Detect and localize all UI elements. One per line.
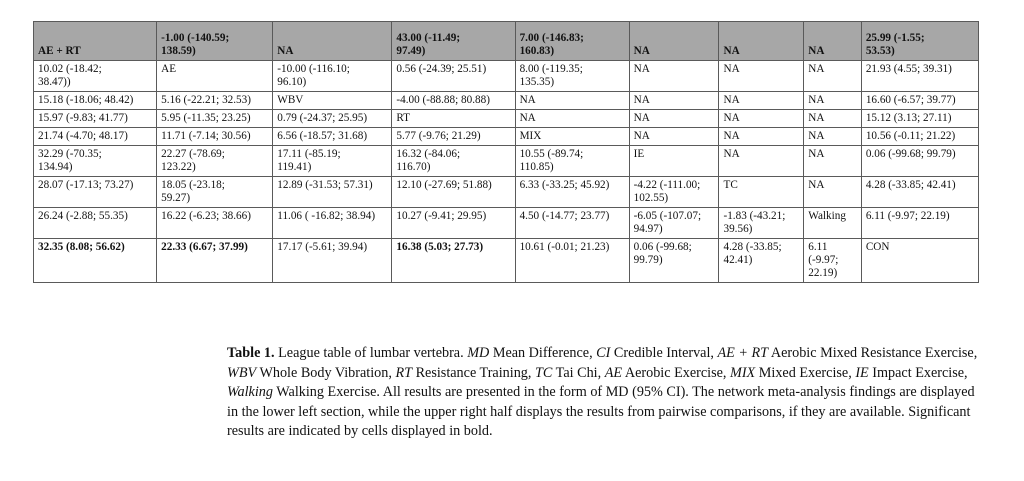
abbreviation-definition: Aerobic Exercise, bbox=[624, 364, 727, 381]
table-cell: NA bbox=[719, 146, 804, 177]
table-cell: 32.35 (8.08; 56.62) bbox=[34, 239, 157, 283]
table-cell: NA bbox=[719, 110, 804, 128]
table-header-row bbox=[34, 22, 979, 61]
table-cell: NA bbox=[719, 92, 804, 110]
table-cell: 12.89 (-31.53; 57.31) bbox=[273, 177, 392, 208]
abbreviation: IE bbox=[855, 364, 869, 381]
table-cell: -6.05 (-107.07; 94.97) bbox=[629, 208, 719, 239]
table-cell: AE bbox=[157, 61, 273, 92]
abbreviation: Walking bbox=[227, 384, 273, 400]
table-row bbox=[34, 61, 979, 92]
table-cell: 4.28 (-33.85; 42.41) bbox=[719, 239, 804, 283]
table-cell: 16.22 (-6.23; 38.66) bbox=[157, 208, 273, 239]
abbreviation-definition: Mixed Exercise, bbox=[758, 364, 852, 381]
table-cell: -1.83 (-43.21; 39.56) bbox=[719, 208, 804, 239]
table-cell: 6.11 (-9.97; 22.19) bbox=[861, 208, 978, 239]
table-cell: 10.02 (-18.42; 38.47)) bbox=[34, 61, 157, 92]
table-cell: NA bbox=[629, 92, 719, 110]
table-cell: NA bbox=[273, 22, 392, 61]
table-cell: 15.12 (3.13; 27.11) bbox=[861, 110, 978, 128]
table-cell: 6.11 (-9.97; 22.19) bbox=[804, 239, 862, 283]
abbreviation: AE + RT bbox=[717, 345, 769, 361]
abbreviation-definition: Resistance Training, bbox=[415, 364, 532, 381]
table-cell: NA bbox=[804, 92, 862, 110]
table-caption bbox=[227, 344, 987, 442]
table-cell: 16.38 (5.03; 27.73) bbox=[392, 239, 515, 283]
table-cell: -4.22 (-111.00; 102.55) bbox=[629, 177, 719, 208]
table-cell: CON bbox=[861, 239, 978, 283]
table-cell: 16.32 (-84.06; 116.70) bbox=[392, 146, 515, 177]
table-cell: 25.99 (-1.55; 53.53) bbox=[861, 22, 978, 61]
table-cell: NA bbox=[719, 61, 804, 92]
table-cell: -1.00 (-140.59; 138.59) bbox=[157, 22, 273, 61]
table-cell: NA bbox=[719, 22, 804, 61]
table-cell: 4.50 (-14.77; 23.77) bbox=[515, 208, 629, 239]
table-cell: AE + RT bbox=[34, 22, 157, 61]
league-table bbox=[33, 21, 979, 283]
abbreviation: WBV bbox=[227, 364, 257, 381]
table-cell: WBV bbox=[273, 92, 392, 110]
abbreviation-definition: Whole Body Vibration, bbox=[259, 364, 392, 381]
table-cell: 10.61 (-0.01; 21.23) bbox=[515, 239, 629, 283]
abbreviation: CI bbox=[596, 345, 611, 361]
abbreviation: RT bbox=[395, 364, 413, 381]
table-cell: 17.17 (-5.61; 39.94) bbox=[273, 239, 392, 283]
table-cell: 15.97 (-9.83; 41.77) bbox=[34, 110, 157, 128]
table-cell: 11.71 (-7.14; 30.56) bbox=[157, 128, 273, 146]
abbreviation-definition: Aerobic Mixed Resistance Exercise, bbox=[770, 345, 978, 361]
table-cell: 5.16 (-22.21; 32.53) bbox=[157, 92, 273, 110]
table-cell: NA bbox=[804, 146, 862, 177]
table-cell: 5.95 (-11.35; 23.25) bbox=[157, 110, 273, 128]
table-cell: RT bbox=[392, 110, 515, 128]
table-cell: 21.74 (-4.70; 48.17) bbox=[34, 128, 157, 146]
table-cell: 0.56 (-24.39; 25.51) bbox=[392, 61, 515, 92]
table-cell: 15.18 (-18.06; 48.42) bbox=[34, 92, 157, 110]
table-cell: 5.77 (-9.76; 21.29) bbox=[392, 128, 515, 146]
abbreviation: MIX bbox=[730, 364, 756, 381]
table-cell: 22.27 (-78.69; 123.22) bbox=[157, 146, 273, 177]
table-cell: NA bbox=[804, 61, 862, 92]
abbreviation-definition: Credible Interval, bbox=[613, 345, 714, 361]
caption-label: Table 1. bbox=[227, 345, 275, 361]
table-cell: 18.05 (-23.18; 59.27) bbox=[157, 177, 273, 208]
abbreviation-definition: Impact Exercise, bbox=[872, 364, 968, 381]
table-cell: NA bbox=[629, 128, 719, 146]
abbreviation: AE bbox=[604, 364, 623, 381]
table-cell: NA bbox=[804, 110, 862, 128]
table-cell: 0.06 (-99.68; 99.79) bbox=[861, 146, 978, 177]
table-row bbox=[34, 177, 979, 208]
table-row bbox=[34, 110, 979, 128]
table-cell: 7.00 (-146.83; 160.83) bbox=[515, 22, 629, 61]
table-cell: 6.56 (-18.57; 31.68) bbox=[273, 128, 392, 146]
caption-body: All results are presented in the form of MD (95% CI). The network meta-analysis findings are displayed in the lower left section, while the upper right half displays the results from pairwise comparisons, if they are available. Significant results are indicated by cells displayed in bold. bbox=[227, 384, 975, 439]
table-cell: 28.07 (-17.13; 73.27) bbox=[34, 177, 157, 208]
table-cell: NA bbox=[629, 110, 719, 128]
table-cell: 16.60 (-6.57; 39.77) bbox=[861, 92, 978, 110]
table-cell: 0.79 (-24.37; 25.95) bbox=[273, 110, 392, 128]
abbreviation-definition: Tai Chi, bbox=[555, 364, 602, 381]
table-cell: NA bbox=[804, 128, 862, 146]
table-cell: 11.06 ( -16.82; 38.94) bbox=[273, 208, 392, 239]
abbreviation-definition: Walking Exercise. bbox=[276, 384, 380, 400]
table-cell: -10.00 (-116.10; 96.10) bbox=[273, 61, 392, 92]
table-row bbox=[34, 239, 979, 283]
table-cell: 4.28 (-33.85; 42.41) bbox=[861, 177, 978, 208]
table-cell: 8.00 (-119.35; 135.35) bbox=[515, 61, 629, 92]
table-cell: NA bbox=[804, 177, 862, 208]
caption-title: League table of lumbar vertebra. bbox=[278, 345, 464, 361]
table-cell: IE bbox=[629, 146, 719, 177]
table-cell: 12.10 (-27.69; 51.88) bbox=[392, 177, 515, 208]
table-cell: Walking bbox=[804, 208, 862, 239]
table-cell: 26.24 (-2.88; 55.35) bbox=[34, 208, 157, 239]
table-cell: NA bbox=[629, 22, 719, 61]
table-cell: 6.33 (-33.25; 45.92) bbox=[515, 177, 629, 208]
table-row bbox=[34, 146, 979, 177]
table-cell: 32.29 (-70.35; 134.94) bbox=[34, 146, 157, 177]
table-cell: 21.93 (4.55; 39.31) bbox=[861, 61, 978, 92]
abbreviation-definition: Mean Difference, bbox=[492, 345, 593, 361]
table-row bbox=[34, 92, 979, 110]
table-cell: NA bbox=[629, 61, 719, 92]
table-cell: -4.00 (-88.88; 80.88) bbox=[392, 92, 515, 110]
table-cell: 0.06 (-99.68; 99.79) bbox=[629, 239, 719, 283]
table-cell: 10.56 (-0.11; 21.22) bbox=[861, 128, 978, 146]
table-cell: TC bbox=[719, 177, 804, 208]
table-cell: 22.33 (6.67; 37.99) bbox=[157, 239, 273, 283]
table-cell: NA bbox=[804, 22, 862, 61]
table-cell: NA bbox=[515, 110, 629, 128]
table-cell: 10.27 (-9.41; 29.95) bbox=[392, 208, 515, 239]
table-row bbox=[34, 128, 979, 146]
table-cell: 10.55 (-89.74; 110.85) bbox=[515, 146, 629, 177]
table-cell: NA bbox=[515, 92, 629, 110]
table-row bbox=[34, 208, 979, 239]
table-cell: 17.11 (-85.19; 119.41) bbox=[273, 146, 392, 177]
table-cell: 43.00 (-11.49; 97.49) bbox=[392, 22, 515, 61]
table-cell: MIX bbox=[515, 128, 629, 146]
abbreviation: TC bbox=[535, 364, 553, 381]
abbreviation: MD bbox=[467, 345, 490, 361]
table-cell: NA bbox=[719, 128, 804, 146]
